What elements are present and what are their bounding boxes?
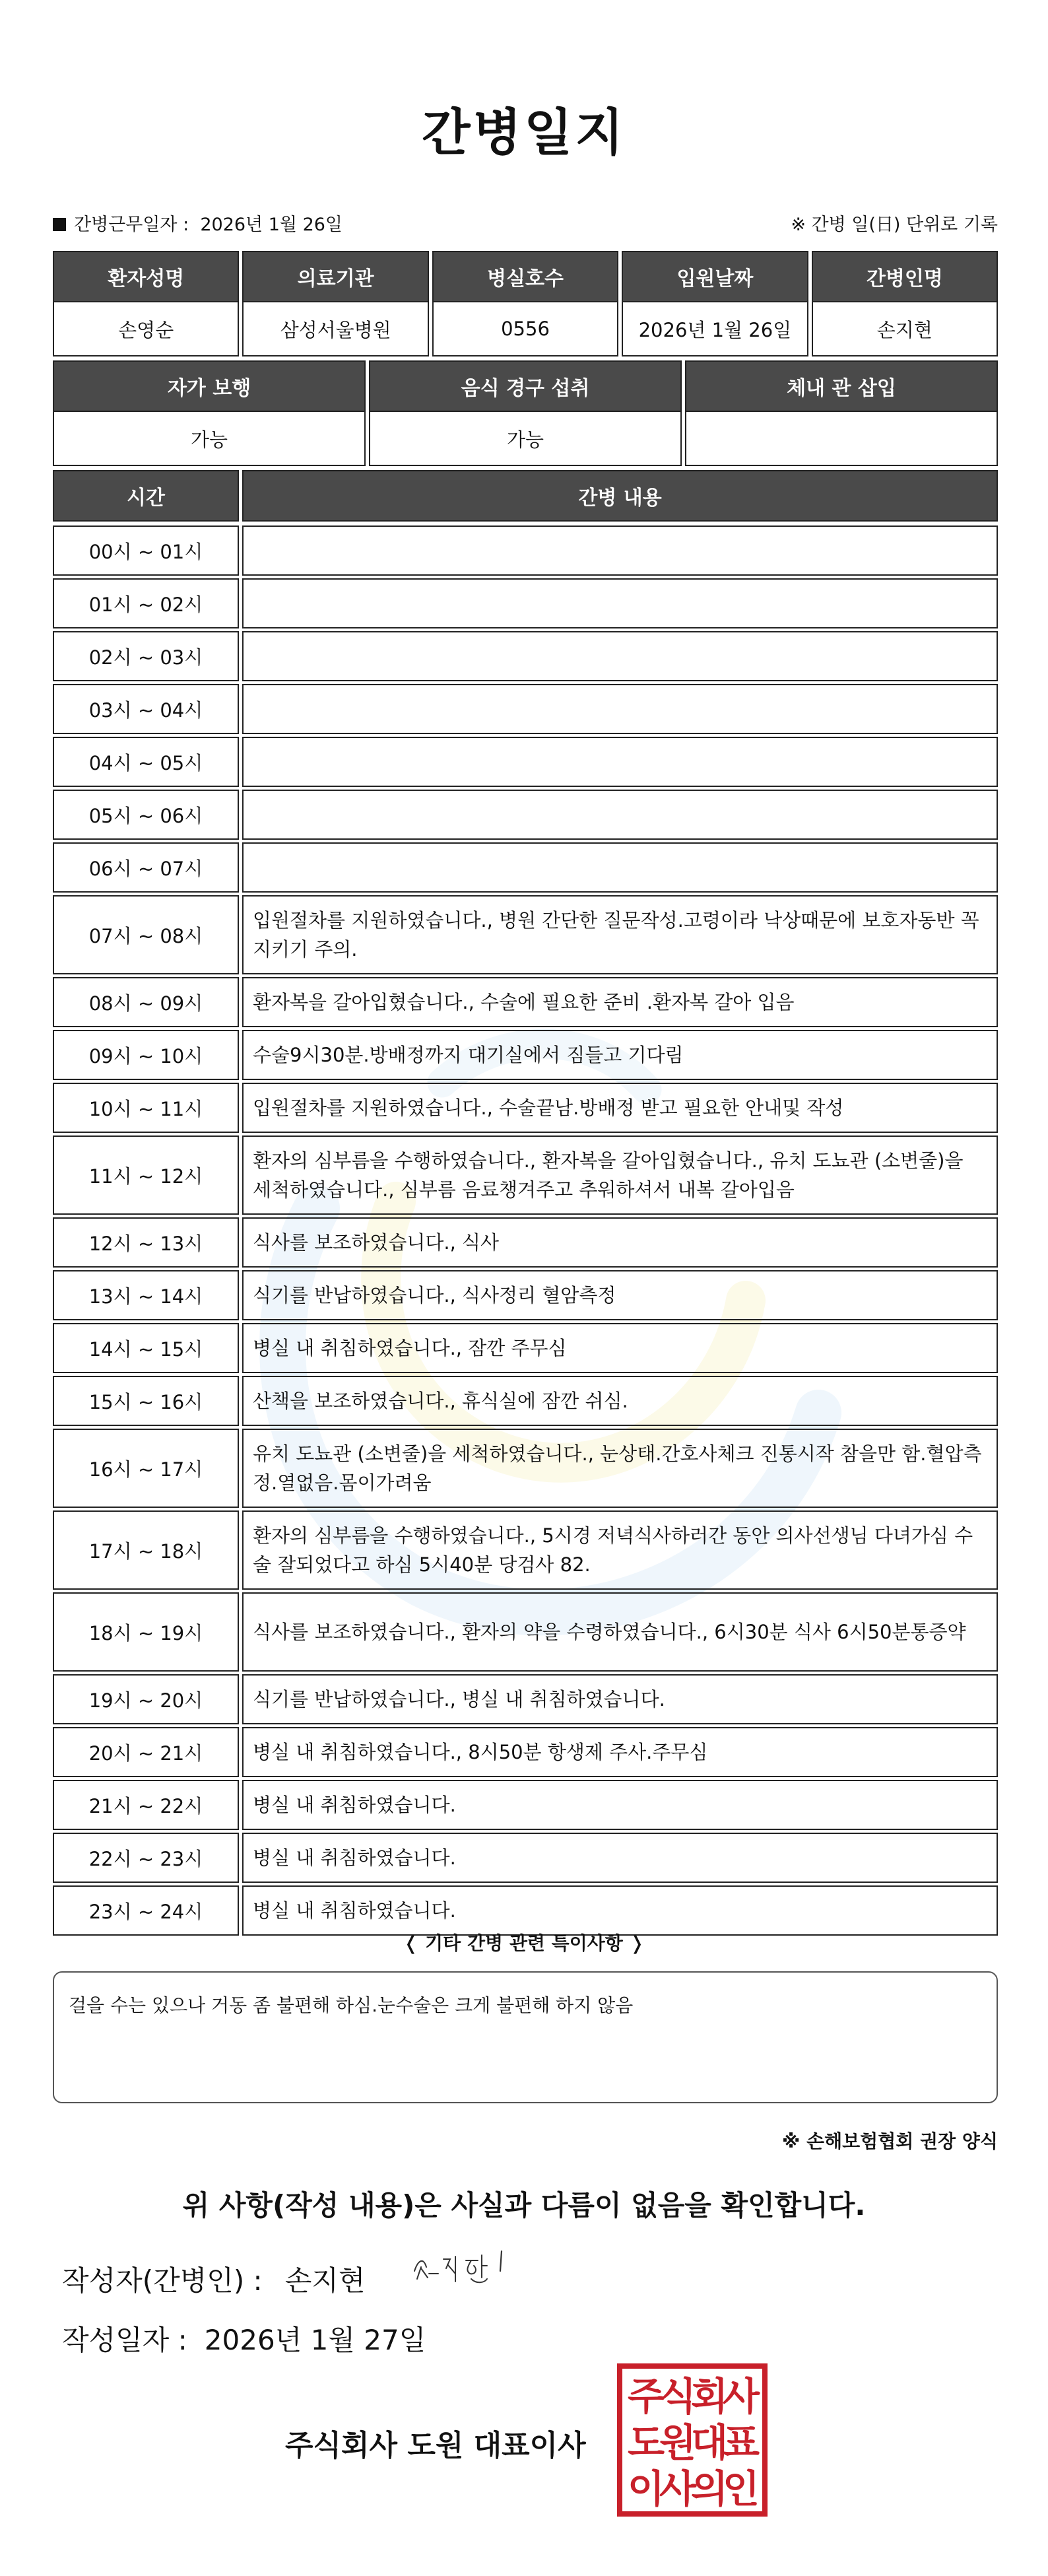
log-content-cell: 식기를 반납하였습니다., 병실 내 취침하였습니다.	[242, 1674, 998, 1724]
svg-text:이: 이	[627, 2466, 665, 2511]
handwritten-signature	[409, 2245, 521, 2291]
log-time-cell: 12시 ~ 13시	[53, 1217, 239, 1268]
log-content-cell	[242, 842, 998, 893]
written-date-value: 2026년 1월 27일	[204, 2324, 426, 2356]
log-content-cell: 산책을 보조하였습니다., 휴식실에 잠깐 쉬심.	[242, 1376, 998, 1426]
care-log-row	[53, 1217, 998, 1268]
patient-name-value: 손영순	[53, 302, 239, 356]
log-content-cell	[242, 790, 998, 840]
log-time-cell: 11시 ~ 12시	[53, 1135, 239, 1215]
log-time-cell: 03시 ~ 04시	[53, 684, 239, 734]
log-content-cell: 병실 내 취침하였습니다., 잠깐 주무심	[242, 1323, 998, 1373]
writer-line	[62, 2259, 365, 2299]
care-log-row	[53, 1083, 998, 1133]
care-log-row	[53, 895, 998, 974]
caregiver-header: 간병인명	[812, 251, 998, 302]
walking-header: 자가 보행	[53, 360, 366, 412]
log-time-cell: 02시 ~ 03시	[53, 631, 239, 681]
log-time-cell: 23시 ~ 24시	[53, 1885, 239, 1936]
care-log-rows	[53, 525, 998, 1936]
log-content-cell: 식사를 보조하였습니다., 식사	[242, 1217, 998, 1268]
log-content-cell	[242, 684, 998, 734]
care-log-row	[53, 1780, 998, 1830]
log-time-cell: 17시 ~ 18시	[53, 1510, 239, 1590]
care-log-row	[53, 977, 998, 1027]
walking-value: 가능	[53, 412, 366, 466]
tube-header: 체내 관 삽입	[685, 360, 998, 412]
log-content-cell: 수술9시30분.방배정까지 대기실에서 짐들고 기다림	[242, 1030, 998, 1080]
care-log-row	[53, 631, 998, 681]
admission-date-header: 입원날짜	[622, 251, 808, 302]
care-log-row	[53, 578, 998, 628]
notes-text: 걸을 수는 있으나 거동 좀 불편해 하심.눈수술은 크게 불편해 하지 않음	[69, 1994, 634, 2016]
log-time-cell: 13시 ~ 14시	[53, 1270, 239, 1320]
log-time-cell: 07시 ~ 08시	[53, 895, 239, 974]
meta-row	[53, 210, 998, 239]
svg-text:원: 원	[659, 2420, 697, 2465]
hospital-header: 의료기관	[242, 251, 428, 302]
log-time-cell: 19시 ~ 20시	[53, 1674, 239, 1724]
log-time-cell: 10시 ~ 11시	[53, 1083, 239, 1133]
svg-text:식: 식	[659, 2374, 697, 2419]
care-log-row	[53, 1030, 998, 1080]
log-content-cell: 입원절차를 지원하였습니다., 병원 간단한 질문작성.고령이라 낙상때문에 보호자동반 꼭 지키기 주의.	[242, 895, 998, 974]
time-header: 시간	[53, 470, 239, 522]
svg-text:표: 표	[722, 2420, 760, 2465]
care-log-row	[53, 842, 998, 893]
svg-text:사: 사	[722, 2374, 760, 2419]
care-log-row	[53, 1727, 998, 1777]
log-time-cell: 08시 ~ 09시	[53, 977, 239, 1027]
log-content-cell	[242, 737, 998, 787]
care-log-row	[53, 790, 998, 840]
svg-text:도: 도	[627, 2420, 665, 2465]
room-header: 병실호수	[432, 251, 618, 302]
written-date-line	[62, 2319, 426, 2358]
log-time-cell: 16시 ~ 17시	[53, 1429, 239, 1508]
unit-note: ※ 간병 일(日) 단위로 기록	[791, 215, 998, 235]
log-time-cell: 22시 ~ 23시	[53, 1833, 239, 1883]
log-content-cell: 환자의 심부름을 수행하였습니다., 5시경 저녁식사하러간 동안 의사선생님 다녀가심 수술 잘되었다고 하심 5시40분 당검사 82.	[242, 1510, 998, 1590]
log-time-cell: 20시 ~ 21시	[53, 1727, 239, 1777]
log-time-cell: 04시 ~ 05시	[53, 737, 239, 787]
care-log-row	[53, 684, 998, 734]
log-content-cell: 식사를 보조하였습니다., 환자의 약을 수령하였습니다., 6시30분 식사 6시50분통증약	[242, 1592, 998, 1672]
log-content-cell: 병실 내 취침하였습니다.	[242, 1885, 998, 1936]
writer-label: 작성자(간병인) :	[62, 2264, 263, 2297]
care-log-row	[53, 1833, 998, 1883]
patient-table	[53, 251, 998, 356]
care-log-row	[53, 737, 998, 787]
confirmation-statement: 위 사항(작성 내용)은 사실과 다름이 없음을 확인합니다.	[182, 2189, 866, 2221]
log-time-cell: 00시 ~ 01시	[53, 525, 239, 576]
log-time-cell: 06시 ~ 07시	[53, 842, 239, 893]
svg-text:의: 의	[690, 2466, 729, 2511]
admission-date-value: 2026년 1월 26일	[622, 302, 808, 356]
care-log-row	[53, 1323, 998, 1373]
log-content-cell	[242, 631, 998, 681]
work-date	[53, 210, 343, 236]
log-time-cell: 14시 ~ 15시	[53, 1323, 239, 1373]
care-log-row	[53, 1270, 998, 1320]
log-content-cell: 유치 도뇨관 (소변줄)을 세척하였습니다., 눈상태.간호사체크 진통시작 참을만 함.혈압측정.열없음.몸이가려움	[242, 1429, 998, 1508]
svg-text:대: 대	[690, 2420, 729, 2465]
log-content-cell: 환자복을 갈아입혔습니다., 수술에 필요한 준비 .환자복 갈아 입음	[242, 977, 998, 1027]
care-log-row	[53, 1429, 998, 1508]
content-header: 간병 내용	[242, 470, 998, 522]
care-log-row	[53, 1885, 998, 1936]
oral-intake-value: 가능	[369, 412, 682, 466]
notes-box	[53, 1971, 998, 2103]
log-time-cell: 21시 ~ 22시	[53, 1780, 239, 1830]
notes-title: ❬ 기타 간병 관련 특이사항 ❭	[403, 1932, 645, 1954]
care-log-header	[53, 470, 998, 523]
log-time-cell: 15시 ~ 16시	[53, 1376, 239, 1426]
caregiver-value: 손지현	[812, 302, 998, 356]
care-log-row	[53, 1674, 998, 1724]
hospital-value: 삼성서울병원	[242, 302, 428, 356]
status-table	[53, 360, 998, 466]
care-log-row	[53, 1376, 998, 1426]
care-log-table	[53, 470, 998, 1936]
log-content-cell: 입원절차를 지원하였습니다., 수술끝남.방배정 받고 필요한 안내및 작성	[242, 1083, 998, 1133]
svg-text:인: 인	[722, 2466, 760, 2511]
company-representative: 주식회사 도원 대표이사	[285, 2429, 586, 2462]
company-seal	[617, 2363, 768, 2517]
work-date-value: 2026년 1월 26일	[200, 215, 343, 235]
log-content-cell	[242, 578, 998, 628]
document-title: 간병일지	[422, 103, 626, 162]
patient-name-header: 환자성명	[53, 251, 239, 302]
log-time-cell: 01시 ~ 02시	[53, 578, 239, 628]
log-time-cell: 05시 ~ 06시	[53, 790, 239, 840]
written-date-label: 작성일자 :	[62, 2324, 187, 2356]
room-value: 0556	[432, 302, 618, 356]
log-content-cell: 환자의 심부름을 수행하였습니다., 환자복을 갈아입혔습니다., 유치 도뇨관 (소변줄)을 세척하였습니다., 심부름 음료챙겨주고 추워하셔서 내복 갈아입음	[242, 1135, 998, 1215]
work-date-label: 간병근무일자 :	[74, 215, 189, 235]
log-content-cell: 병실 내 취침하였습니다.	[242, 1780, 998, 1830]
care-log-row	[53, 1510, 998, 1590]
tube-value	[685, 412, 998, 466]
form-source-note: ※ 손해보험협회 권장 양식	[782, 2130, 998, 2152]
log-content-cell: 식기를 반납하였습니다., 식사정리 혈암측정	[242, 1270, 998, 1320]
writer-name: 손지현	[284, 2264, 366, 2297]
svg-text:사: 사	[659, 2466, 697, 2511]
care-log-row	[53, 1592, 998, 1672]
oral-intake-header: 음식 경구 섭취	[369, 360, 682, 412]
log-content-cell: 병실 내 취침하였습니다., 8시50분 항생제 주사.주무심	[242, 1727, 998, 1777]
care-log-row	[53, 1135, 998, 1215]
care-log-row	[53, 525, 998, 576]
log-time-cell: 18시 ~ 19시	[53, 1592, 239, 1672]
log-time-cell: 09시 ~ 10시	[53, 1030, 239, 1080]
svg-text:주: 주	[627, 2374, 665, 2419]
svg-text:회: 회	[690, 2374, 729, 2419]
log-content-cell	[242, 525, 998, 576]
square-bullet-icon	[53, 218, 66, 231]
log-content-cell: 병실 내 취침하였습니다.	[242, 1833, 998, 1883]
